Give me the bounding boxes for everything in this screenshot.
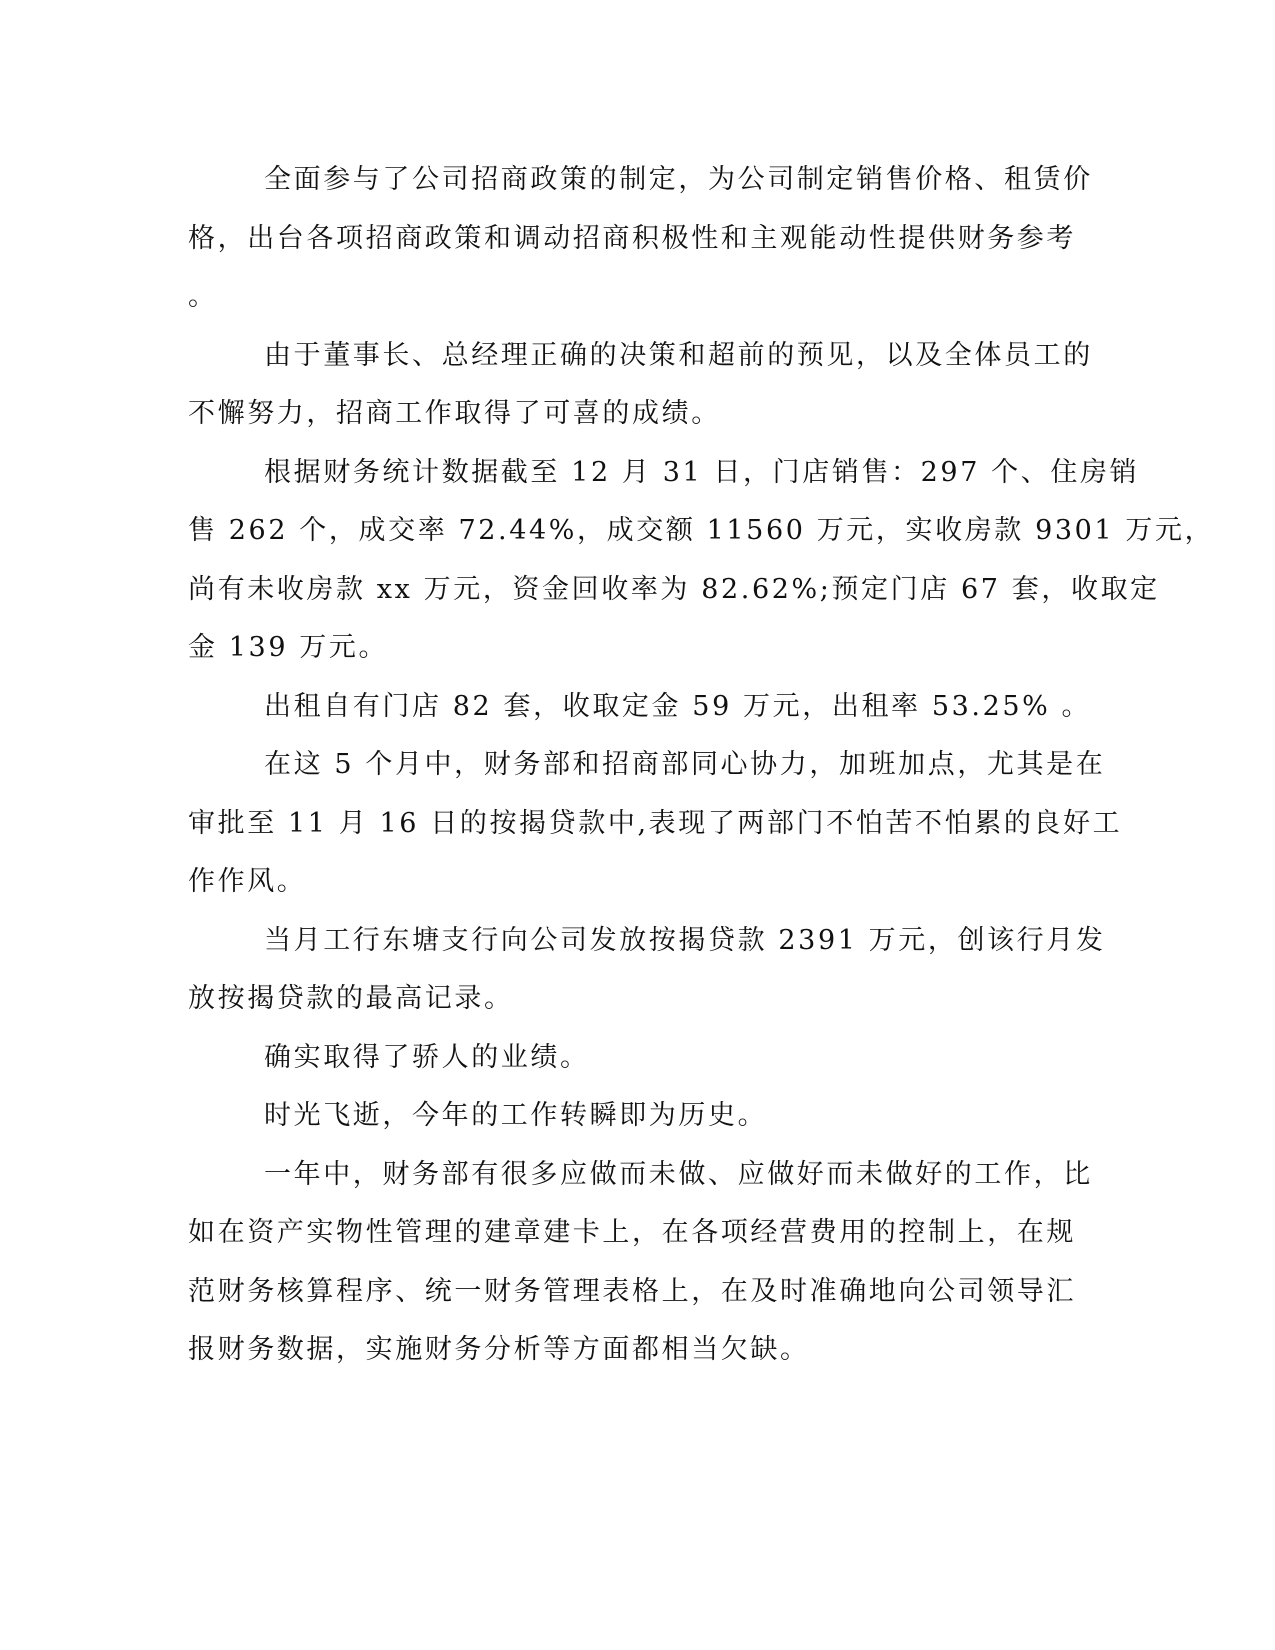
paragraph-9-line-2: 如在资产实物性管理的建章建卡上，在各项经营费用的控制上，在规 [188,1217,1076,1248]
paragraph-6-line-1: 当月工行东塘支行向公司发放按揭贷款 2391 万元，创该行月发 [264,925,1106,956]
paragraph-3-line-2: 售 262 个，成交率 72.44%，成交额 11560 万元，实收房款 9301 万元， [188,515,1215,546]
paragraph-9-line-1: 一年中，财务部有很多应做而未做、应做好而未做好的工作，比 [264,1159,1093,1190]
paragraph-9-line-3: 范财务核算程序、统一财务管理表格上，在及时准确地向公司领导汇 [188,1276,1076,1307]
paragraph-3-line-4: 金 139 万元。 [188,632,389,663]
paragraph-2-line-2: 不懈努力，招商工作取得了可喜的成绩。 [188,398,721,429]
paragraph-2-line-1: 由于董事长、总经理正确的决策和超前的预见，以及全体员工的 [264,340,1093,371]
paragraph-7-line-1: 确实取得了骄人的业绩。 [264,1042,590,1073]
paragraph-8-line-1: 时光飞逝，今年的工作转瞬即为历史。 [264,1100,768,1131]
paragraph-6-line-2: 放按揭贷款的最高记录。 [188,983,514,1014]
paragraph-9-line-4: 报财务数据，实施财务分析等方面都相当欠缺。 [188,1334,810,1365]
paragraph-4-line-1: 出租自有门店 82 套，收取定金 59 万元，出租率 53.25% 。 [264,691,1092,722]
paragraph-1-line-3: 。 [188,281,218,312]
paragraph-5-line-1: 在这 5 个月中，财务部和招商部同心协力，加班加点，尤其是在 [264,749,1106,780]
paragraph-5-line-3: 作作风。 [188,866,307,897]
paragraph-1-line-2: 格，出台各项招商政策和调动招商积极性和主观能动性提供财务参考 [188,223,1076,254]
paragraph-3-line-3: 尚有未收房款 xx 万元，资金回收率为 82.62%;预定门店 67 套，收取定 [188,574,1160,605]
paragraph-3-line-1: 根据财务统计数据截至 12 月 31 日，门店销售：297 个、住房销 [264,457,1140,488]
paragraph-1-line-1: 全面参与了公司招商政策的制定，为公司制定销售价格、租赁价 [264,164,1093,195]
paragraph-5-line-2: 审批至 11 月 16 日的按揭贷款中,表现了两部门不怕苦不怕累的良好工 [188,808,1123,839]
